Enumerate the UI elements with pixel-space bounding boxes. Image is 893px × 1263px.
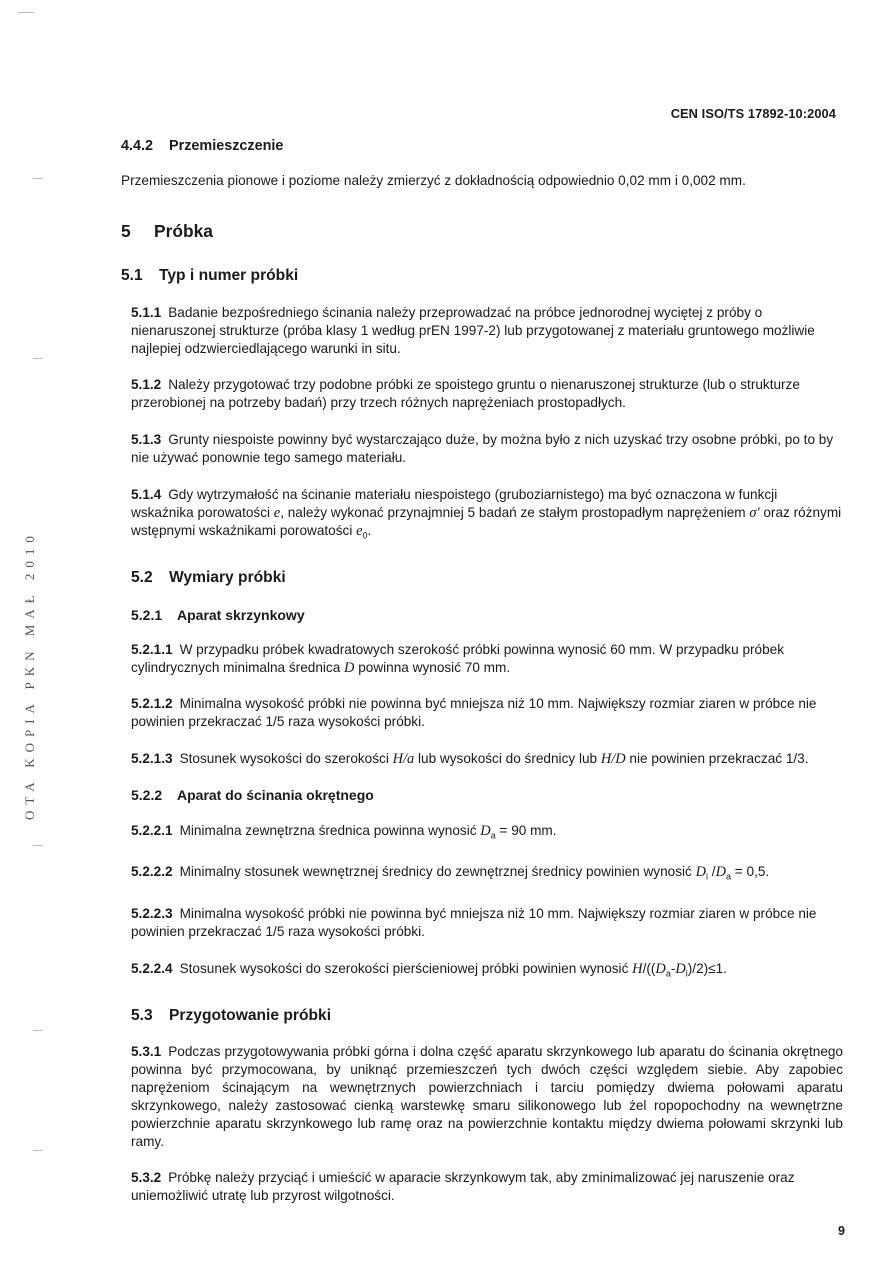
paragraph-5-2-2-3: 5.2.2.3 Minimalna wysokość próbki nie powinna być mniejsza niż 10 mm. Największy rozmiar ziaren w próbce nie powinien przekraczać 1/5 raza wysokości próbki. <box>131 906 817 940</box>
document-header: CEN ISO/TS 17892-10:2004 <box>670 106 836 121</box>
paragraph-5-3-2: 5.3.2 Próbkę należy przyciąć i umieścić w aparacie skrzynkowym tak, aby zminimalizować jej naruszenie oraz uniemożliwić utratę lub przyrost wilgotności. <box>131 1169 795 1203</box>
paragraph-5-1-1: 5.1.1 Badanie bezpośredniego ścinania należy przeprowadzać na próbce jednorodnej wyciętej z próby o nienaruszonej strukturze (próba klasy 1 według prEN 1997-2) lub przygotowanej z materiału gruntowego możliwie najlepiej odzwierciedlającego warunki in situ. <box>131 305 815 356</box>
scan-mark <box>33 358 43 359</box>
scan-mark <box>33 845 43 846</box>
scan-mark <box>18 12 34 13</box>
paragraph-5-2-1-1: 5.2.1.1 W przypadku próbek kwadratowych szerokość próbki powinna wynosić 60 mm. W przypadku próbek cylindrycznych minimalna średnica D powinna wynosić 70 mm. <box>131 641 785 676</box>
scan-mark <box>33 178 43 179</box>
main-content <box>121 138 843 1205</box>
margin-stamp: OTA KOPIA PKN MAŁ 2010 <box>22 530 37 820</box>
page-number: 9 <box>838 1224 845 1238</box>
paragraph-5-2-2-2: 5.2.2.2 Minimalny stosunek wewnętrznej średnicy do zewnętrznej średnicy powinien wynosić $D_i$ $/D_a = 0,5$. <box>131 864 770 883</box>
heading-5: 5 Próbka <box>121 221 213 241</box>
heading-5-2-1: 5.2.1 Aparat skrzynkowy <box>131 606 305 623</box>
paragraph-5-2-1-2: 5.2.1.2 Minimalna wysokość próbki nie powinna być mniejsza niż 10 mm. Największy rozmiar ziaren w próbce nie powinien przekraczać 1/5 raza wysokości próbki. <box>131 695 817 729</box>
paragraph-4-4-2: Przemieszczenia pionowe i poziome należy zmierzyć z dokładnością odpowiednio 0,02 mm i 0,002 mm. <box>121 173 746 188</box>
heading-4-4-2: 4.4.2 Przemieszczenie <box>121 138 284 154</box>
scan-mark <box>33 1150 43 1151</box>
paragraph-5-3-1: 5.3.1 Podczas przygotowywania próbki górna i dolna część aparatu skrzynkowego lub aparatu do ścinania okrętnego powinna być przymocowana, by uniknąć przemieszczeń tych dwóch części względem siebie. Aby zapobiec naprężeniom ścinającym na wewnętrznych powierzchniach i tarciu pomiędzy dwiema połowami aparatu skrzynkowego, należy zastosować cienką warstewkę smaru silikonowego lub żel ropopochodny na wewnętrzne powierzchnie aparatu skrzynkowego lub ramę oraz na powierzchnie kontaktu między dwiema połowami skrzynki lub ramy. <box>131 1043 843 1149</box>
heading-5-2-2: 5.2.2 Aparat do ścinania okrętnego <box>131 786 374 803</box>
paragraph-5-1-2: 5.1.2 Należy przygotować trzy podobne próbki ze spoistego gruntu o nienaruszonej strukturze (lub o strukturze przerobionej na potrzeby badań) przy trzech różnych naprężeniach prostopadłych. <box>131 377 800 410</box>
paragraph-5-2-2-1: 5.2.2.1 Minimalna zewnętrzna średnica powinna wynosić $D_a = 90$ mm. <box>131 822 557 841</box>
heading-5-3: 5.3 Przygotowanie próbki <box>131 1006 332 1024</box>
heading-5-1: 5.1 Typ i numer próbki <box>121 267 299 284</box>
heading-5-2: 5.2 Wymiary próbki <box>131 568 286 586</box>
paragraph-5-1-4: 5.1.4 Gdy wytrzymałość na ścinanie materiału niespoistego (gruboziarnistego) ma być oznaczona w funkcji wskaźnika porowatości e, należy wykonać przynajmniej 5 badań ze stałym prostopadłym naprężeniem σ' oraz różnymi wstępnymi wskaźnikami porowatości $e_0$. <box>131 487 842 541</box>
paragraph-5-2-1-3: 5.2.1.3 Stosunek wysokości do szerokości H/a lub wysokości do średnicy lub H/D nie powinien przekraczać 1/3. <box>131 750 809 767</box>
paragraph-5-1-3: 5.1.3 Grunty niespoiste powinny być wystarczająco duże, by można było z nich uzyskać trzy osobne próbki, po to by nie używać ponownie tego samego materiału. <box>131 432 834 465</box>
scan-mark <box>33 1030 43 1031</box>
paragraph-5-2-2-4: 5.2.2.4 Stosunek wysokości do szerokości pierścieniowej próbki powinien wynosić $H/((D_a-D_i)/2)\le 1$. <box>131 961 727 979</box>
